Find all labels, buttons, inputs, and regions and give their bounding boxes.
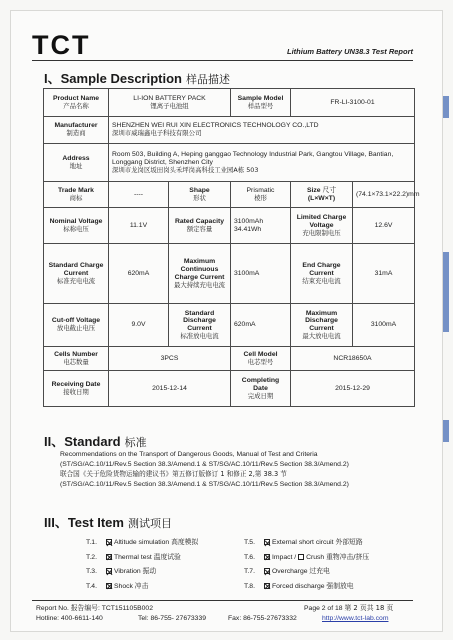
standard-line-1: Recommendations on the Transport of Dangerous Goods, Manual of Test and Criteria: [60, 451, 318, 458]
manufacturer-label: Manufacturer 制造商: [44, 117, 109, 144]
report-title: Lithium Battery UN38.3 Test Report: [287, 47, 413, 56]
max-discharge-label: Maximum Discharge Current 最大放电电流: [291, 304, 353, 347]
address-value: Room 503, Building A, Heping ganggao Technology Industrial Park, Gangtou Village, Bantian, Longgang District, Shenzhen City 深圳市龙岗区坂田岗头禾坪岗高科技工业园A栋 503: [109, 144, 415, 182]
checkbox-checked-icon[interactable]: [106, 568, 112, 574]
test-item-t3: T.3. Vibration 振动: [86, 567, 157, 576]
section-sample-description-heading: [44, 68, 230, 87]
manufacturer-value: SHENZHEN WEI RUI XIN ELECTRONICS TECHNOLOGY CO.,LTD 深圳市威瑞鑫电子科技有限公司: [109, 117, 415, 144]
sample-model-value: FR-LI-3100-01: [291, 89, 415, 117]
rated-capacity-value: 3100mAh 34.41Wh: [231, 208, 291, 244]
test-item-t8: T.8. Forced discharge 强制放电: [244, 581, 354, 590]
section-title: II、Standard: [44, 434, 121, 449]
max-continuous-charge-label: Maximum Continuous Charge Current 最大持续充电电流: [169, 244, 231, 304]
page-header: [32, 28, 413, 61]
section-title: III、Test Item: [44, 515, 124, 530]
cutoff-voltage-value: 9.0V: [109, 304, 169, 347]
test-item-t1: T.1. Altitude simulation 高度模拟: [86, 538, 199, 546]
address-label: Address 地址: [44, 144, 109, 182]
checkbox-checked-icon[interactable]: [106, 539, 112, 545]
standard-line-3: 联合国《关于危险货物运输的建议书》第五修订版修订 1 和修正 2,第 38.3 节: [60, 470, 287, 479]
checkbox-checked-icon[interactable]: [106, 554, 112, 560]
size-label: Size 尺寸 (L×W×T): [291, 182, 353, 208]
cutoff-voltage-label: Cut-off Voltage 放电截止电压: [44, 304, 109, 347]
section-title-cn: 测试项目: [127, 517, 172, 530]
end-charge-current-label: End Charge Current 结束充电电流: [291, 244, 353, 304]
nominal-voltage-value: 11.1V: [109, 208, 169, 244]
receiving-date-value: 2015-12-14: [109, 371, 231, 407]
cell-model-label: Cell Model 电芯型号: [231, 347, 291, 371]
page-number: Page 2 of 18 第 2 页共 18 页: [304, 604, 394, 612]
completing-date-value: 2015-12-29: [291, 371, 415, 407]
section-title: I、Sample Description: [44, 71, 182, 86]
checkbox-checked-icon[interactable]: [264, 568, 270, 574]
limited-charge-voltage-value: 12.6V: [353, 208, 415, 244]
hotline: Hotline: 400-6611-140: [36, 615, 103, 622]
completing-date-label: Completing Date 完成日期: [231, 371, 291, 407]
trade-mark-label: Trade Mark 商标: [44, 182, 109, 208]
website-link[interactable]: http://www.tct-lab.com: [322, 615, 389, 622]
max-continuous-charge-value: 3100mA: [231, 244, 291, 304]
shape-label: Shape 形状: [169, 182, 231, 208]
checkbox-checked-icon[interactable]: [264, 583, 270, 589]
checkbox-unchecked-icon[interactable]: [298, 554, 304, 560]
test-item-t2: T.2. Thermal test 温度试验: [86, 552, 181, 561]
standard-discharge-value: 620mA: [231, 304, 291, 347]
product-name-label: Product Name 产品名称: [44, 89, 109, 117]
nominal-voltage-label: Nominal Voltage 标称电压: [44, 208, 109, 244]
telephone: Tel: 86-755- 27673339: [138, 615, 207, 622]
end-charge-current-value: 31mA: [353, 244, 415, 304]
sample-model-label: Sample Model 样品型号: [231, 89, 291, 117]
checkbox-checked-icon[interactable]: [106, 583, 112, 589]
shape-value: Prismatic 棱形: [231, 182, 291, 208]
binding-mark-top: [443, 96, 449, 118]
test-item-t7: T.7. Overcharge 过充电: [244, 567, 330, 576]
standard-line-4: (ST/SG/AC.10/11/Rev.5 Section 38.3/Amend.1 & ST/SG/AC.10/11/Rev.5 Section 38.3/Amend.2): [60, 481, 349, 489]
limited-charge-voltage-label: Limited Charge Voltage 充电限制电压: [291, 208, 353, 244]
max-discharge-value: 3100mA: [353, 304, 415, 347]
standard-line-2: (ST/SG/AC.10/11/Rev.5 Section 38.3/Amend.1 & ST/SG/AC.10/11/Rev.5 Section 38.3/Amend.2): [60, 461, 349, 469]
section-title-cn: 样品描述: [185, 73, 230, 86]
report-number: Report No. 报告编号: TCT151105B002: [36, 605, 153, 612]
cell-model-value: NCR18650A: [291, 347, 415, 371]
section-standard-heading: [44, 431, 147, 450]
sample-description-table: [43, 88, 420, 407]
test-item-t6: T.6. Impact / Crush 重物冲击/挤压: [244, 552, 370, 561]
test-item-t5: T.5. External short circuit 外部短路: [244, 538, 363, 546]
size-value: (74.1×73.1×22.2)mm: [353, 182, 415, 208]
checkbox-checked-icon[interactable]: [264, 554, 270, 560]
section-title-cn: 标准: [124, 436, 147, 449]
standard-text: [60, 450, 410, 490]
standard-charge-current-value: 620mA: [109, 244, 169, 304]
standard-charge-current-label: Standard Charge Current 标准充电电流: [44, 244, 109, 304]
test-item-list: [86, 536, 416, 594]
tct-logo: TCT: [32, 30, 91, 60]
binding-mark-mid: [443, 252, 449, 332]
page-footer: [32, 600, 413, 624]
trade-mark-value: ----: [109, 182, 169, 208]
receiving-date-label: Receiving Date 接收日期: [44, 371, 109, 407]
rated-capacity-label: Rated Capacity 额定容量: [169, 208, 231, 244]
cells-number-value: 3PCS: [109, 347, 231, 371]
binding-mark-bottom: [443, 420, 449, 442]
standard-discharge-label: Standard Discharge Current 标准放电电流: [169, 304, 231, 347]
section-test-item-heading: [44, 512, 172, 531]
test-item-t4: T.4. Shock 冲击: [86, 581, 149, 590]
fax: Fax: 86-755-27673332: [228, 615, 297, 622]
cells-number-label: Cells Number 电芯数量: [44, 347, 109, 371]
checkbox-checked-icon[interactable]: [264, 539, 270, 545]
product-name-value: LI-ION BATTERY PACK 锂离子电池组: [109, 89, 231, 117]
